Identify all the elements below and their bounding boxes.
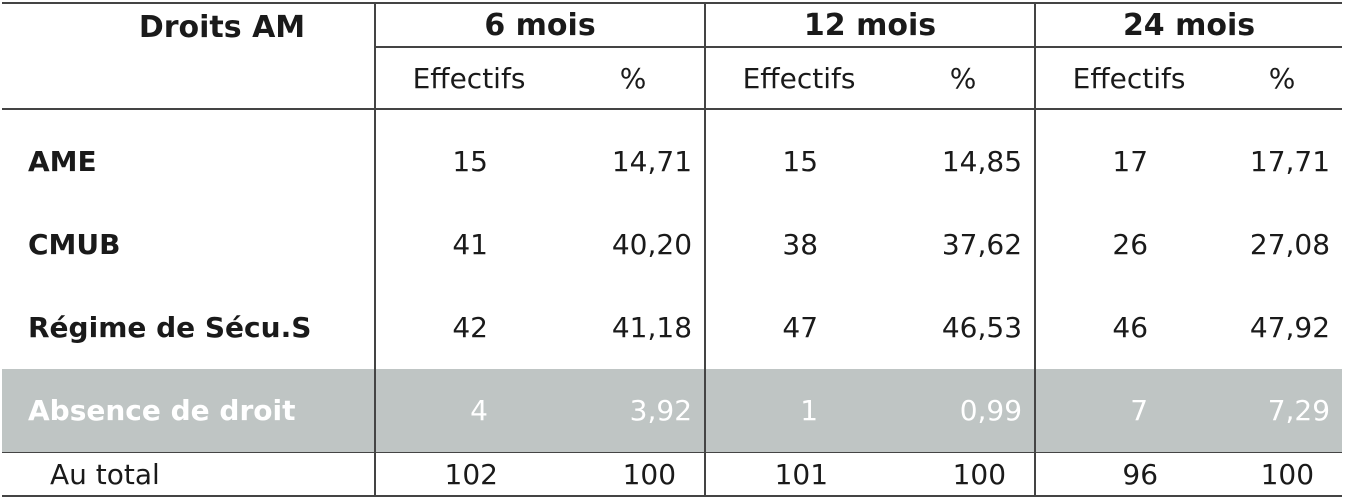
cell-count: 15	[705, 109, 892, 203]
cell-percent: 40,20	[611, 228, 693, 261]
cell-count: 15	[375, 109, 562, 203]
cell-percent: 14,85	[941, 145, 1023, 178]
cell-percent: 27,08	[1249, 228, 1331, 261]
row-label: Régime de Sécu.S	[28, 311, 312, 344]
cell-percent: 47,92	[1249, 311, 1331, 344]
subheader-percent: %	[1268, 61, 1296, 95]
row-label: CMUB	[28, 228, 121, 261]
total-count: 96	[1035, 453, 1222, 497]
cell-percent: 37,62	[941, 228, 1023, 261]
cell-count: 17	[1035, 109, 1222, 203]
total-percent: 100	[562, 453, 705, 497]
table-row-shaded	[2, 369, 1342, 453]
cell-count: 42	[375, 286, 562, 369]
cell-count: 38	[705, 203, 892, 286]
header-row-periods	[2, 3, 1342, 47]
rights-table	[2, 2, 1342, 497]
subheader-count: Effectifs	[705, 47, 892, 109]
cell-percent: 14,71	[611, 145, 693, 178]
table-row	[2, 203, 1342, 286]
cell-count: 26	[1035, 203, 1222, 286]
subheader-percent: %	[619, 61, 647, 95]
period-header-12: 12 mois	[705, 3, 1035, 47]
cell-count: 4	[375, 369, 562, 453]
period-header-24: 24 mois	[1035, 3, 1342, 47]
cell-count: 41	[375, 203, 562, 286]
period-header-6: 6 mois	[375, 3, 705, 47]
cell-count: 1	[705, 369, 892, 453]
cell-percent: 17,71	[1249, 145, 1331, 178]
cell-percent: 41,18	[611, 311, 693, 344]
total-percent: 100	[892, 453, 1035, 497]
cell-count: 46	[1035, 286, 1222, 369]
table-row	[2, 286, 1342, 369]
total-percent: 100	[1222, 453, 1342, 497]
cell-percent: 7,29	[1222, 369, 1342, 453]
cell-percent: 0,99	[892, 369, 1035, 453]
total-label: Au total	[2, 453, 375, 497]
total-count: 101	[705, 453, 892, 497]
total-row	[2, 453, 1342, 497]
corner-label: Droits AM	[138, 10, 306, 45]
subheader-count: Effectifs	[1035, 47, 1222, 109]
cell-percent: 46,53	[941, 311, 1023, 344]
table-row	[2, 109, 1342, 203]
row-label: Absence de droit	[2, 369, 375, 453]
subheader-count: Effectifs	[375, 47, 562, 109]
total-count: 102	[375, 453, 562, 497]
cell-percent: 3,92	[562, 369, 705, 453]
row-label: AME	[28, 145, 97, 178]
cell-count: 47	[705, 286, 892, 369]
cell-count: 7	[1035, 369, 1222, 453]
subheader-percent: %	[949, 61, 977, 95]
